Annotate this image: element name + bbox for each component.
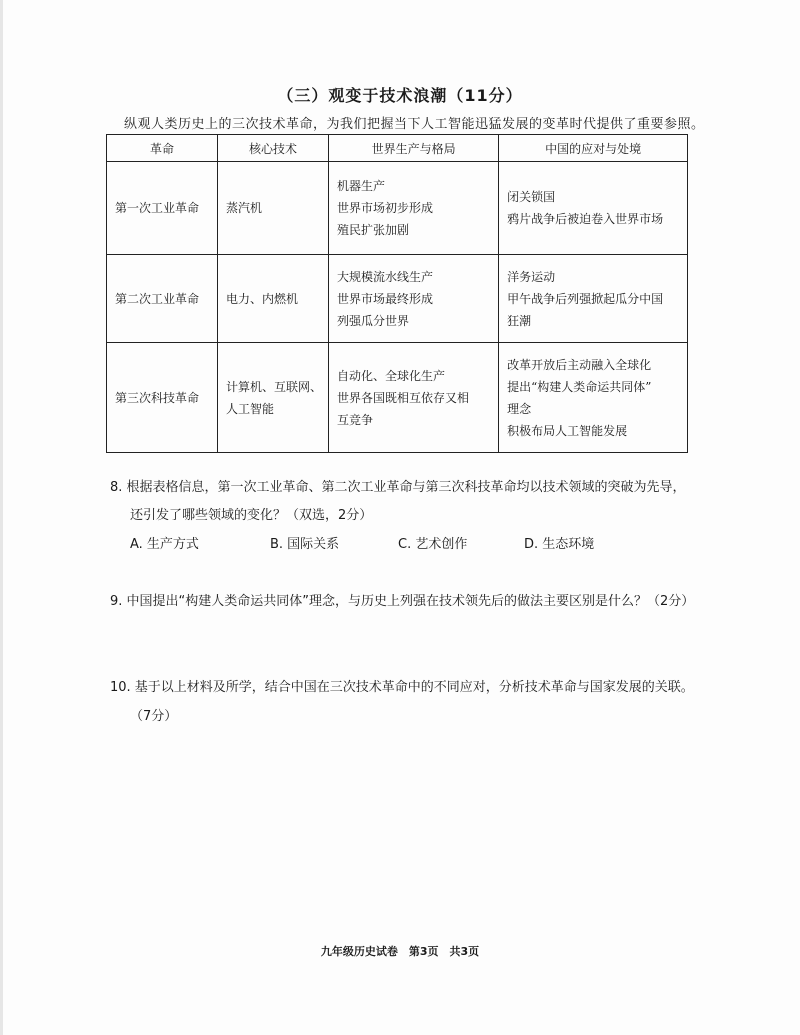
cell-line: 殖民扩张加剧 <box>337 223 410 237</box>
cell-line: 世界市场最终形成 <box>337 291 434 306</box>
question-8-line-2: 还引发了哪些领域的变化？（双选，2分） <box>130 508 373 523</box>
table-row <box>107 162 688 255</box>
cell-line: 列强瓜分世界 <box>337 313 410 328</box>
page-footer: 九年级历史试卷 第3页 共3页 <box>320 945 480 958</box>
cell-revolution: 第三次科技革命 <box>107 343 218 453</box>
section-intro: 纵观人类历史上的三次技术革命，为我们把握当下人工智能迅猛发展的变革时代提供了重要参照。 <box>124 117 705 132</box>
header-china-response: 中国的应对与处境 <box>499 135 688 162</box>
table-header-row <box>107 135 688 162</box>
header-revolution: 革命 <box>107 135 218 162</box>
question-10-line-2: （7分） <box>130 709 178 724</box>
option-d: D. 生态环境 <box>524 537 595 552</box>
cell-line: 甲午战争后列强掀起瓜分中国 <box>507 291 664 306</box>
revolution-table <box>106 134 688 453</box>
cell-line: 电力、内燃机 <box>226 291 299 306</box>
cell-tech <box>218 343 329 453</box>
cell-china <box>499 162 688 255</box>
table-row <box>107 255 688 343</box>
cell-line: 世界市场初步形成 <box>337 201 434 215</box>
cell-revolution: 第二次工业革命 <box>107 255 218 343</box>
cell-line: 提出“构建人类命运共同体” <box>507 379 652 394</box>
cell-tech <box>218 255 329 343</box>
cell-line: 狂潮 <box>507 313 532 328</box>
cell-line: 鸦片战争后被迫卷入世界市场 <box>507 212 664 226</box>
page-edge <box>0 0 3 1035</box>
cell-line: 机器生产 <box>337 179 386 193</box>
cell-world <box>329 162 499 255</box>
header-core-tech: 核心技术 <box>218 135 329 162</box>
option-c: C. 艺术创作 <box>398 537 468 552</box>
option-a: A. 生产方式 <box>130 537 199 552</box>
cell-tech <box>218 162 329 255</box>
question-9: 9. 中国提出“构建人类命运共同体”理念，与历史上列强在技术领先后的做法主要区别是什么？（2分） <box>110 594 695 609</box>
cell-line: 人工智能 <box>226 401 275 416</box>
cell-line: 改革开放后主动融入全球化 <box>507 357 652 372</box>
cell-line: 积极布局人工智能发展 <box>507 423 628 438</box>
cell-world <box>329 343 499 453</box>
cell-line: 世界各国既相互依存又相 <box>337 390 470 405</box>
section-title: （三）观变于技术浪潮（11分） <box>277 86 523 105</box>
cell-line: 闭关锁国 <box>507 190 556 204</box>
cell-line: 自动化、全球化生产 <box>337 368 446 383</box>
cell-line: 大规模流水线生产 <box>337 269 434 284</box>
question-8-line-1: 8. 根据表格信息，第一次工业革命、第二次工业革命与第三次科技革命均以技术领域的突破为先导， <box>110 480 686 495</box>
cell-line: 蒸汽机 <box>226 201 263 215</box>
cell-line: 计算机、互联网、 <box>226 379 323 394</box>
option-b: B. 国际关系 <box>270 537 340 552</box>
cell-world <box>329 255 499 343</box>
cell-line: 洋务运动 <box>507 269 556 284</box>
cell-revolution: 第一次工业革命 <box>107 162 218 255</box>
table-row <box>107 343 688 453</box>
cell-china <box>499 343 688 453</box>
cell-china <box>499 255 688 343</box>
cell-line: 互竞争 <box>337 412 374 427</box>
question-10-line-1: 10. 基于以上材料及所学，结合中国在三次技术革命中的不同应对，分析技术革命与国家发展的关联。 <box>110 680 694 695</box>
cell-line: 理念 <box>507 401 532 416</box>
header-world-pattern: 世界生产与格局 <box>329 135 499 162</box>
